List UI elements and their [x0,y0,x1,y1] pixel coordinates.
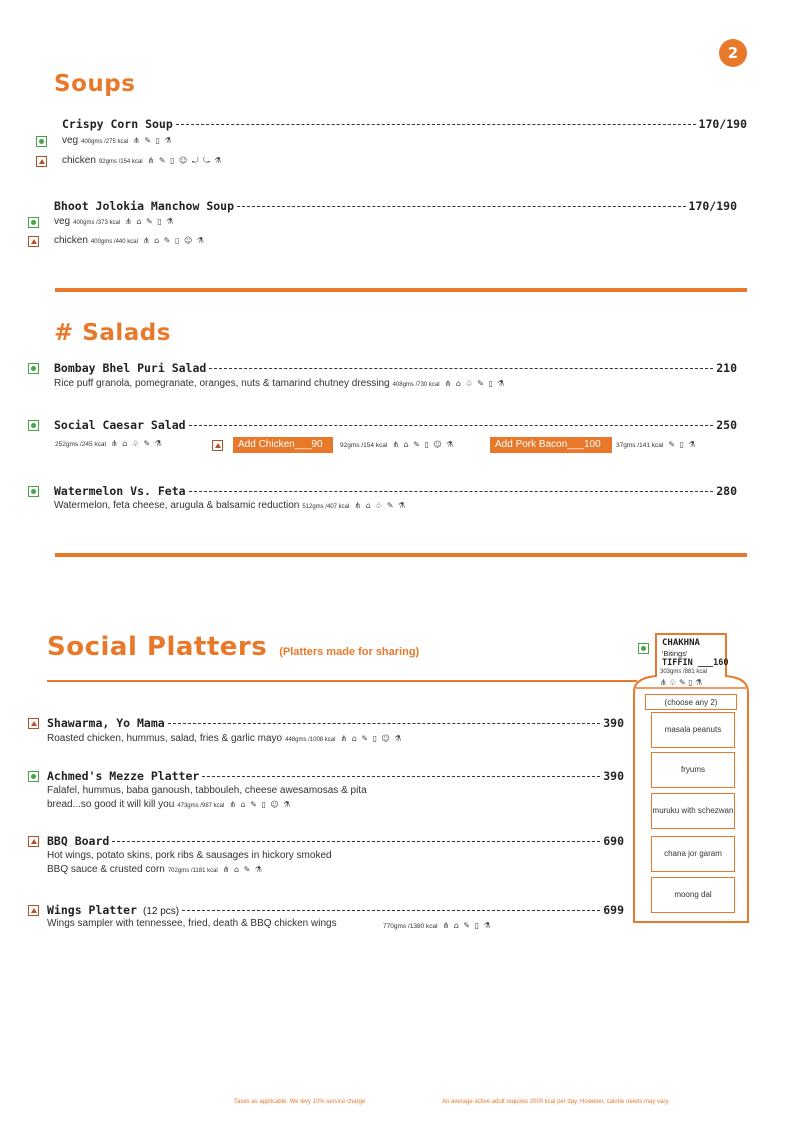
caesar-base-info [55,439,163,448]
page-number-badge: 2 [719,39,747,67]
item-name: Wings Platter [47,903,138,917]
nonveg-icon [28,836,39,847]
leader-dashes [189,425,714,426]
veg-icon [36,136,47,147]
variant-label: veg [54,216,71,227]
menu-item-crispy-corn-soup [62,117,747,131]
chakhna-choose-label: (choose any 2) [645,694,737,710]
item-description-line2 [47,864,263,875]
platters-underline [47,680,637,682]
item-name: Shawarma, Yo Mama [47,716,165,730]
item-description-line1: Falafel, hummus, baba ganoush, tabbouleh, cheese awesamosas & pita [47,785,367,796]
leader-dashes [237,206,686,207]
kcal-label: 37gms /141 kcal [616,442,664,449]
leader-dashes [182,910,600,911]
section-divider [55,288,747,292]
kcal-label: 770gms /1380 kcal [383,923,438,930]
nonveg-icon [28,905,39,916]
chakhna-kcal: 303gms /881 kcal [660,669,708,675]
nonveg-icon [36,156,47,167]
footer-tax-note: Taxes as applicable. We levy 10% service charge [234,1099,366,1105]
allergen-icons: ⋔ ⌂ ✎ ▯ ☺ ⚗ [229,800,292,809]
platters-subtitle: (Platters made for sharing) [279,646,420,658]
item-name: Watermelon Vs. Feta [54,484,186,498]
nonveg-icon [212,440,223,451]
description-text: Roasted chicken, hummus, salad, fries & garlic mayo [47,733,283,744]
allergen-icons: ⋔ ⌂ ✎ ⚗ [222,865,264,874]
description-text: Watermelon, feta cheese, arugula & balsamic reduction [54,500,300,511]
allergen-icons: ⋔ ⌂ ✎ ▯ ⚗ [442,921,492,930]
kcal-label: 92gms /154 kcal [340,442,388,449]
item-price: 699 [603,903,624,917]
menu-item-bhoot-jolokia-soup [54,199,737,213]
kcal-label: 448gms /1008 kcal [285,737,336,743]
kcal-label: 702gms /1181 kcal [167,868,218,874]
veg-icon [28,420,39,431]
leader-dashes [209,368,713,369]
item-name: Crispy Corn Soup [62,117,173,131]
allergen-icons: ⋔ ✎ ▯ ☺ ⤾ ⤿ ⚗ [147,156,223,165]
salads-title: # Salads [54,320,171,346]
item-name: Bhoot Jolokia Manchow Soup [54,199,235,213]
item-name: BBQ Board [47,834,110,848]
leader-dashes [112,841,600,842]
kcal-label: 512gms /407 kcal [302,504,350,510]
variant-label: chicken [62,155,96,166]
item-name: Achmed's Mezze Platter [47,769,200,783]
leader-dashes [189,491,714,492]
kcal-label: 92gms /154 kcal [98,159,143,165]
description-text: Rice puff granola, pomegranate, oranges, nuts & tamarind chutney dressing [54,378,390,389]
item-description [54,500,406,511]
nonveg-icon [28,718,39,729]
chakhna-option: moong dal [651,877,735,913]
kcal-label: 408gms /730 kcal [392,382,440,388]
item-name: Social Caesar Salad [54,418,186,432]
nonveg-icon [28,236,39,247]
chakhna-option: muruku with schezwan [651,793,735,829]
menu-item-achmeds-mezze-platter [47,769,624,783]
variant-label: chicken [54,235,88,246]
item-description-line1: Wings sampler with tennessee, fried, death & BBQ chicken wings [47,918,337,929]
add-chicken-addon: Add Chicken___90 [233,437,333,453]
menu-item-wings-platter [47,903,624,917]
menu-item-social-caesar-salad [54,418,737,432]
description-text: bread...so good it will kill you [47,799,175,810]
kcal-label: 400gms /275 kcal [81,139,129,145]
kcal-label: 400gms /373 kcal [73,220,121,226]
variant-label: veg [62,135,79,146]
item-description-line2 [47,799,291,810]
wings-kcal-info [383,921,492,930]
variant-veg [54,216,174,227]
allergen-icons: ⋔ ✎ ▯ ⚗ [133,136,173,145]
kcal-label: 400gms /440 kcal [90,239,138,245]
allergen-icons: ⋔ ⌂ ✎ ▯ ⚗ [125,217,175,226]
menu-item-shawarma-yo-mama [47,716,624,730]
footer-calorie-note: An average active adult requires 2000 kcal per day. However, calorie needs may vary. [442,1099,670,1105]
allergen-icons: ⋔ ⌂ ♧ ✎ ⚗ [354,501,407,510]
item-price: 250 [716,418,737,432]
item-description [54,378,506,389]
leader-dashes [202,776,600,777]
allergen-icons: ⋔ ⌂ ♧ ✎ ⚗ [110,439,163,448]
item-price: 170/190 [698,117,747,131]
variant-chicken [62,155,223,166]
chakhna-tiffin-price: TIFFIN ___160 [662,658,729,668]
item-price: 390 [603,769,624,783]
chakhna-option: masala peanuts [651,712,735,748]
description-text: BBQ sauce & crusted corn [47,864,165,875]
soups-title: Soups [54,71,136,97]
allergen-icons: ⋔ ⌂ ♧ ✎ ▯ ⚗ [444,379,506,388]
kcal-label: 473gms /987 kcal [177,803,225,809]
veg-icon [28,363,39,374]
platters-header [47,632,419,662]
variant-veg [62,135,173,146]
item-price: 210 [716,361,737,375]
kcal-label: 252gms /245 kcal [55,441,106,448]
veg-icon [28,771,39,782]
item-price: 690 [603,834,624,848]
variant-chicken [54,235,205,246]
addon-chicken-info [340,440,454,449]
menu-item-watermelon-vs-feta [54,484,737,498]
platters-title: Social Platters [47,632,268,662]
veg-icon [28,486,39,497]
veg-icon [28,217,39,228]
leader-dashes [168,723,601,724]
section-divider [55,553,747,557]
item-description [47,733,403,744]
allergen-icons: ⋔ ⌂ ✎ ▯ ☺ ⚗ [142,236,206,245]
item-price: 170/190 [688,199,737,213]
item-price: 280 [716,484,737,498]
addon-bacon-info [616,440,697,449]
leader-dashes [176,124,696,125]
item-description-line1: Hot wings, potato skins, pork ribs & sausages in hickory smoked [47,850,332,861]
add-pork-bacon-addon: Add Pork Bacon___100 [490,437,612,453]
item-price: 390 [603,716,624,730]
chakhna-title: CHAKHNA [662,638,700,648]
menu-item-bbq-board [47,834,624,848]
chakhna-option: fryums [651,752,735,788]
chakhna-subtitle: 'Bitings' [662,649,688,658]
allergen-icons: ⋔ ⌂ ✎ ▯ ☺ ⚗ [340,734,403,743]
item-name: Bombay Bhel Puri Salad [54,361,207,375]
allergen-icons: ✎ ▯ ⚗ [668,440,697,449]
chakhna-option: chana jor garam [651,836,735,872]
allergen-icons: ⋔ ⌂ ✎ ▯ ☺ ⚗ [392,440,455,449]
item-quantity: (12 pcs) [143,906,180,917]
menu-item-bombay-bhel-puri-salad [54,361,737,375]
chakhna-allergen-icons: ⋔ ♧ ✎ ▯ ⚗ [660,678,703,687]
